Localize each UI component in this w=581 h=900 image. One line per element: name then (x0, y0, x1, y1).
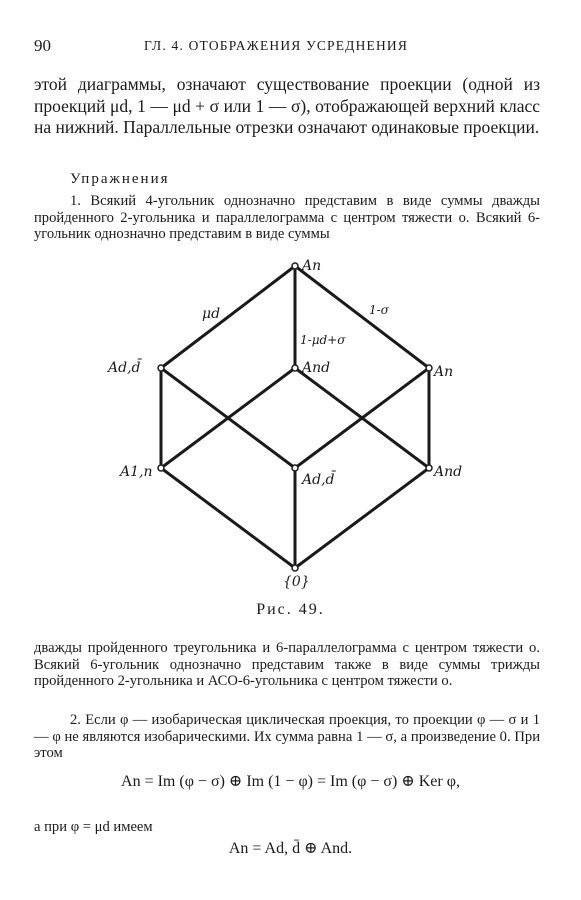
label-center: And (302, 360, 331, 376)
label-upper-right: An (434, 364, 454, 380)
label-bottom: {0} (283, 574, 310, 590)
formula-2: An = Ad, d̄ ⊕ And. (228, 840, 353, 857)
label-lower-right: And (434, 464, 463, 480)
vertex-middle-lower (292, 465, 298, 471)
label-upper-left: Ad,d̄ (108, 360, 141, 376)
edge-top-upper-left (161, 266, 295, 368)
vertex-lower-right (426, 465, 432, 471)
vertex-center (292, 365, 298, 371)
vertex-lower-left (158, 465, 164, 471)
paragraph-3: дважды пройденного треугольника и 6-параллелограмма с центром тяжести o. Всякий 6-угольник однозначно представим также в виде суммы трижды пройденного 2-угольника и АСО-6-угольника с центром тяжести o. (34, 640, 540, 689)
paragraph-1: этой диаграммы, означают существование проекции (одной из проекций μd, 1 — μd + σ или 1 — σ), отображающей верхний класс на нижний. Параллельные отрезки означают одинаковые проекции. (34, 74, 540, 137)
page-number: 90 (34, 36, 51, 55)
paragraph-5: а при φ = μd имеем (34, 819, 153, 835)
label-lower-left: A1,n (120, 464, 153, 480)
figure-caption: Рис. 49. (256, 601, 325, 618)
vertex-top (292, 263, 298, 269)
paragraph-4: 2. Если φ — изобарическая циклическая проекция, то проекции φ — σ и 1 — φ не являются изобарическими. Их сумма равна 1 — σ, а произведение 0. При этом (34, 712, 541, 761)
edge-top-upper-right (295, 266, 429, 368)
label-top: An (302, 258, 322, 274)
edge-lower-left-bottom (161, 468, 295, 568)
label-middle-lower: Ad,d̄ (302, 472, 335, 488)
vertex-bottom (292, 565, 298, 571)
formula-1: An = Im (φ − σ) ⊕ Im (1 − φ) = Im (φ − σ) ⊕ Ker φ, (121, 773, 460, 790)
edge-label-right-top: 1-σ (369, 303, 389, 317)
vertex-upper-right (426, 365, 432, 371)
exercises-heading: Упражнения (70, 171, 170, 187)
paragraph-2: 1. Всякий 4-угольник однозначно представим в виде суммы дважды пройденного 2-угольника и параллелограмма с центром тяжести o. Всякий 6-угольник однозначно представим в виде суммы (34, 193, 540, 242)
edge-label-vertical: 1-μd+σ (300, 333, 346, 347)
edge-label-left-top: μd (202, 306, 221, 322)
vertex-upper-left (158, 365, 164, 371)
running-head: ГЛ. 4. ОТОБРАЖЕНИЯ УСРЕДНЕНИЯ (144, 38, 409, 53)
